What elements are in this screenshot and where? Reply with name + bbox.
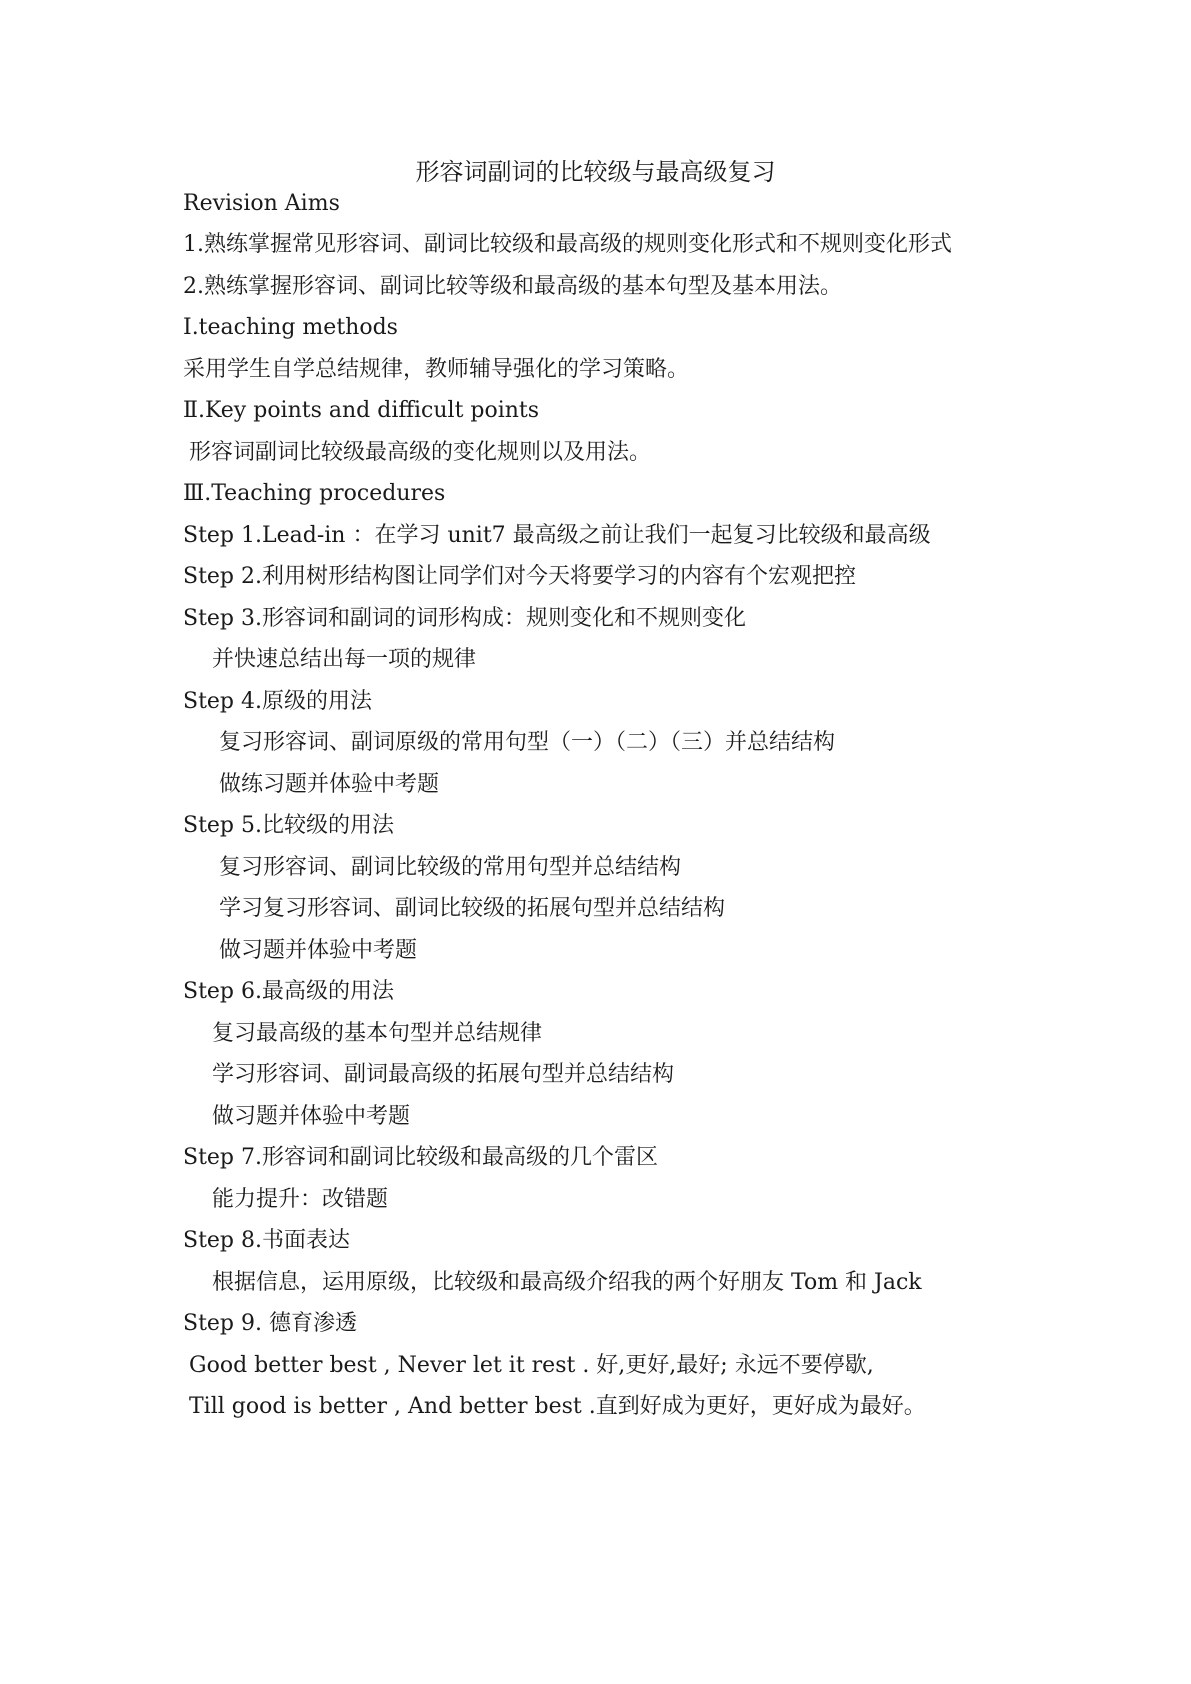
step-2: Step 2.利用树形结构图让同学们对今天将要学习的内容有个宏观把控 [183, 564, 857, 589]
step-4-detail-2: 做练习题并体验中考题 [219, 772, 440, 797]
step-1: Step 1.Lead-in ：在学习 unit7 最高级之前让我们一起复习比较级和最高级 [183, 523, 931, 548]
aim-item-2: 2.熟练掌握形容词、副词比较等级和最高级的基本句型及基本用法。 [183, 274, 842, 299]
step-6: Step 6.最高级的用法 [183, 979, 394, 1004]
section-heading-teaching-methods: Ⅰ.teaching methods [183, 315, 398, 340]
step-4: Step 4.原级的用法 [183, 689, 372, 714]
step-5-detail-1: 复习形容词、副词比较级的常用句型并总结结构 [219, 855, 682, 880]
step-6-detail-3: 做习题并体验中考题 [212, 1104, 411, 1129]
step-6-detail-2: 学习形容词、副词最高级的拓展句型并总结结构 [212, 1062, 675, 1087]
step-3: Step 3.形容词和副词的词形构成：规则变化和不规则变化 [183, 606, 746, 631]
step-8: Step 8.书面表达 [183, 1228, 350, 1253]
step-4-detail-1: 复习形容词、副词原级的常用句型（一）（二）（三）并总结结构 [219, 730, 836, 755]
step-3-detail: 并快速总结出每一项的规律 [212, 647, 477, 672]
motto-line-2: Till good is better , And better best .直到好成为更好，更好成为最好。 [189, 1394, 926, 1419]
step-8-detail: 根据信息，运用原级，比较级和最高级介绍我的两个好朋友 Tom 和 Jack [212, 1270, 922, 1295]
step-7: Step 7.形容词和副词比较级和最高级的几个雷区 [183, 1145, 658, 1170]
section-heading-revision-aims: Revision Aims [183, 191, 340, 216]
step-7-detail: 能力提升：改错题 [212, 1187, 389, 1212]
motto-line-1: Good better best , Never let it rest . 好,更好,最好; 永远不要停歇, [189, 1353, 874, 1378]
step-6-detail-1: 复习最高级的基本句型并总结规律 [212, 1021, 543, 1046]
key-points-text: 形容词副词比较级最高级的变化规则以及用法。 [189, 440, 652, 465]
step-5: Step 5.比较级的用法 [183, 813, 394, 838]
step-5-detail-3: 做习题并体验中考题 [219, 938, 418, 963]
page-title: 形容词副词的比较级与最高级复习 [415, 158, 776, 186]
step-5-detail-2: 学习复习形容词、副词比较级的拓展句型并总结结构 [219, 896, 726, 921]
teaching-methods-text: 采用学生自学总结规律，教师辅导强化的学习策略。 [183, 357, 690, 382]
step-9: Step 9. 德育渗透 [183, 1311, 357, 1336]
aim-item-1: 1.熟练掌握常见形容词、副词比较级和最高级的规则变化形式和不规则变化形式 [183, 232, 952, 257]
section-heading-teaching-procedures: Ⅲ.Teaching procedures [183, 481, 446, 506]
section-heading-key-points: Ⅱ.Key points and difficult points [183, 398, 540, 423]
